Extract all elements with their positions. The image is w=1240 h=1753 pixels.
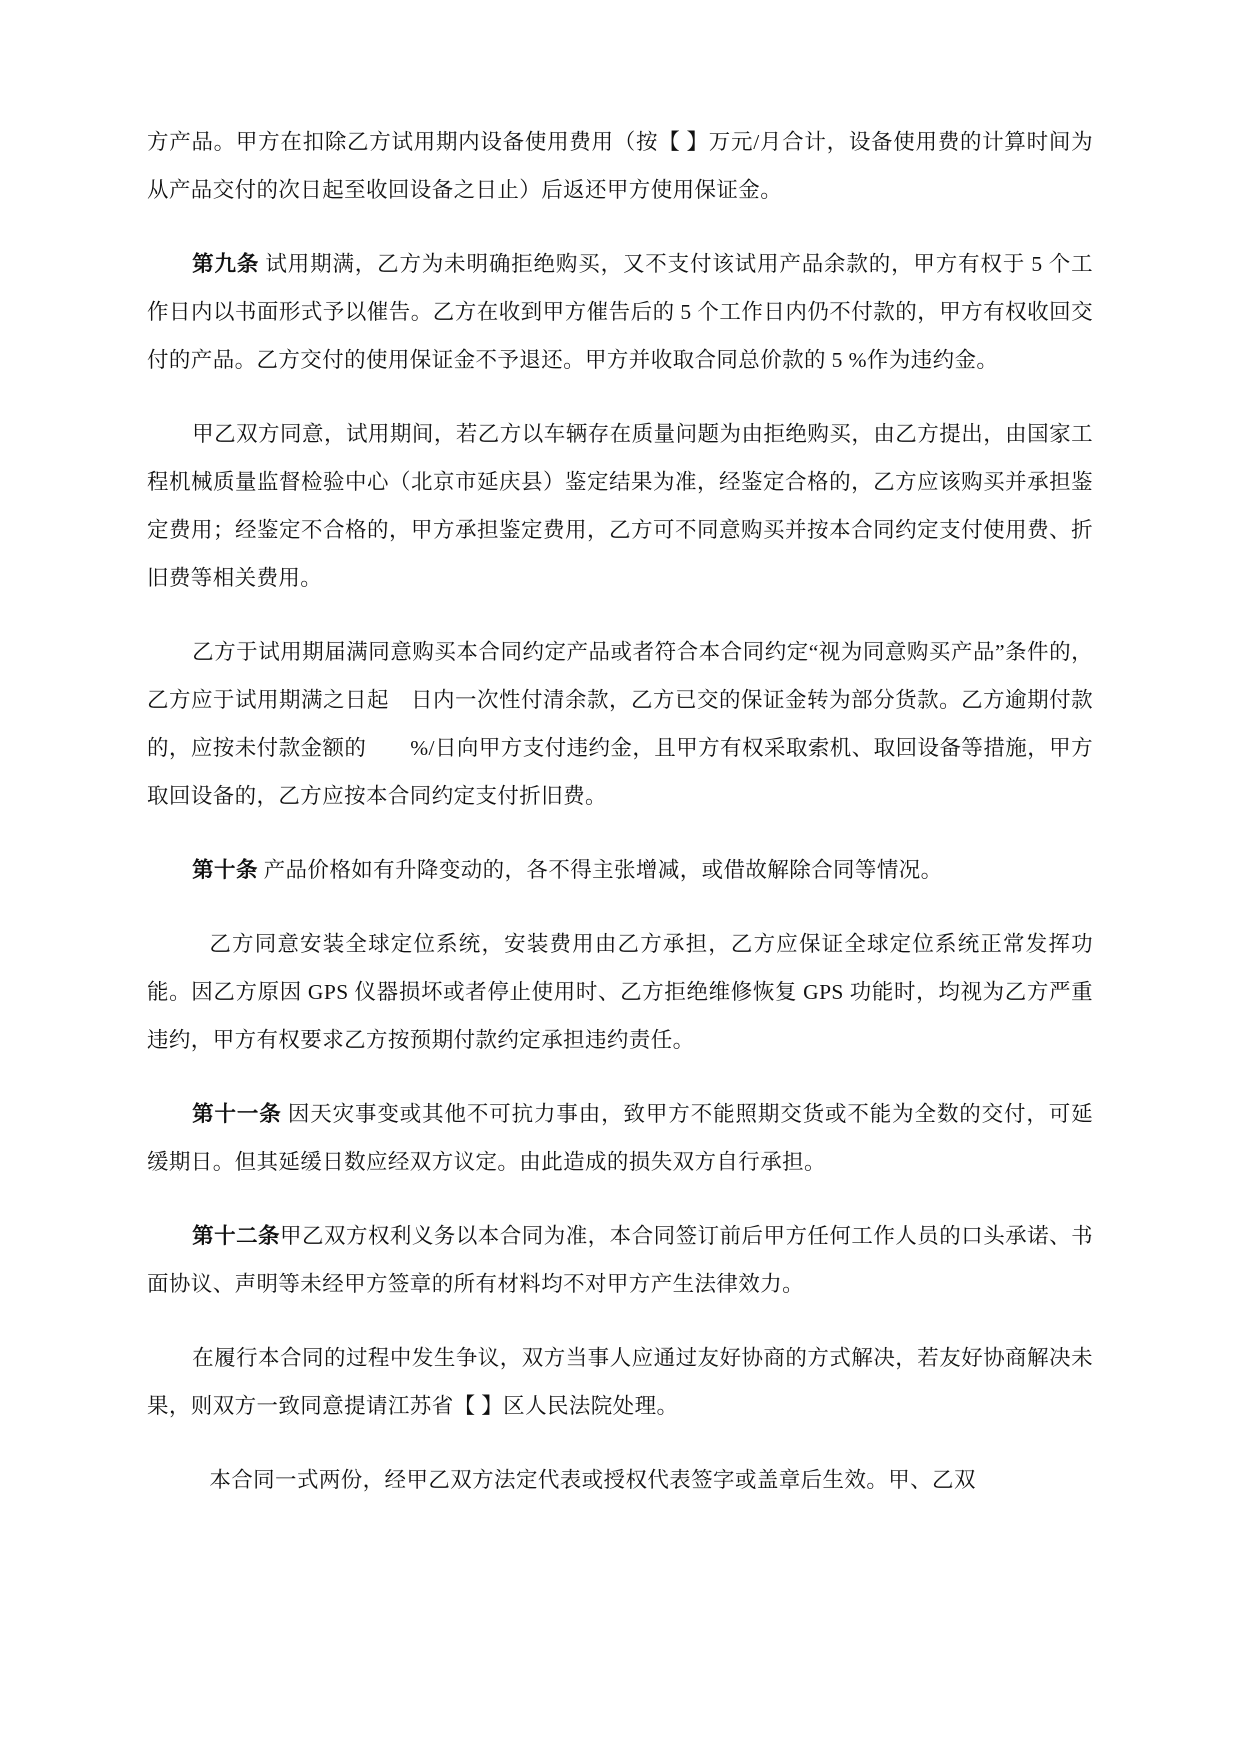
paragraph-dispute-resolution: [147, 1334, 1093, 1430]
clause-text: 试用期满，乙方为未明确拒绝购买，又不支付该试用产品余款的，甲方有权于 5 个工作日内以书面形式予以催告。乙方在收到甲方催告后的 5 个工作日内仍不付款的，甲方有权收回交付的产品。乙方交付的使用保证金不予退还。甲方并收取合同总价款的 5 %作为违约金。: [147, 252, 1093, 372]
clause-11-paragraph: [147, 1090, 1093, 1186]
clause-text: 方产品。甲方在扣除乙方试用期内设备使用费用（按【 】万元/月合计，设备使用费的计算时间为从产品交付的次日起至收回设备之日止）后返还甲方使用保证金。: [147, 130, 1093, 202]
paragraph-purchase-payment: [147, 628, 1093, 820]
clause-10-paragraph: [147, 846, 1093, 894]
paragraph-continuation: [147, 118, 1093, 214]
clause-text: 甲乙双方权利义务以本合同为准，本合同签订前后甲方任何工作人员的口头承诺、书面协议、声明等未经甲方签章的所有材料均不对甲方产生法律效力。: [147, 1224, 1093, 1296]
clause-number: 第十二条: [192, 1224, 281, 1248]
clause-9-paragraph: [147, 240, 1093, 384]
clause-number: 第九条: [192, 252, 260, 276]
clause-text: 本合同一式两份，经甲乙双方法定代表或授权代表签字或盖章后生效。甲、乙双: [209, 1468, 976, 1492]
clause-text: 乙方同意安装全球定位系统，安装费用由乙方承担，乙方应保证全球定位系统正常发挥功能。因乙方原因 GPS 仪器损坏或者停止使用时、乙方拒绝维修恢复 GPS 功能时，均视为乙方严重违约，甲方有权要求乙方按预期付款约定承担违约责任。: [147, 932, 1093, 1052]
clause-text: 因天灾事变或其他不可抗力事由，致甲方不能照期交货或不能为全数的交付，可延缓期日。但其延缓日数应经双方议定。由此造成的损失双方自行承担。: [147, 1102, 1093, 1174]
contract-body: [147, 118, 1093, 1504]
paragraph-gps-system: [147, 920, 1093, 1064]
clause-number: 第十一条: [192, 1102, 282, 1126]
clause-text: 产品价格如有升降变动的，各不得主张增减，或借故解除合同等情况。: [257, 858, 943, 882]
clause-text: 乙方于试用期届满同意购买本合同约定产品或者符合本合同约定“视为同意购买产品”条件的，乙方应于试用期满之日起 日内一次性付清余款，乙方已交的保证金转为部分货款。乙方逾期付款的，应按未付款金额的 %/日向甲方支付违约金，且甲方有权采取索机、取回设备等措施，甲方取回设备的，乙方应按本合同约定支付折旧费。: [147, 640, 1093, 808]
clause-text: 甲乙双方同意，试用期间，若乙方以车辆存在质量问题为由拒绝购买，由乙方提出，由国家工程机械质量监督检验中心（北京市延庆县）鉴定结果为准，经鉴定合格的，乙方应该购买并承担鉴定费用；经鉴定不合格的，甲方承担鉴定费用，乙方可不同意购买并按本合同约定支付使用费、折旧费等相关费用。: [147, 422, 1093, 590]
clause-number: 第十条: [192, 858, 258, 882]
clause-12-paragraph: [147, 1212, 1093, 1308]
paragraph-effectiveness: [147, 1456, 1093, 1504]
clause-text: 在履行本合同的过程中发生争议，双方当事人应通过友好协商的方式解决，若友好协商解决未果，则双方一致同意提请江苏省【 】区人民法院处理。: [147, 1346, 1093, 1418]
paragraph-inspection-agreement: [147, 410, 1093, 602]
